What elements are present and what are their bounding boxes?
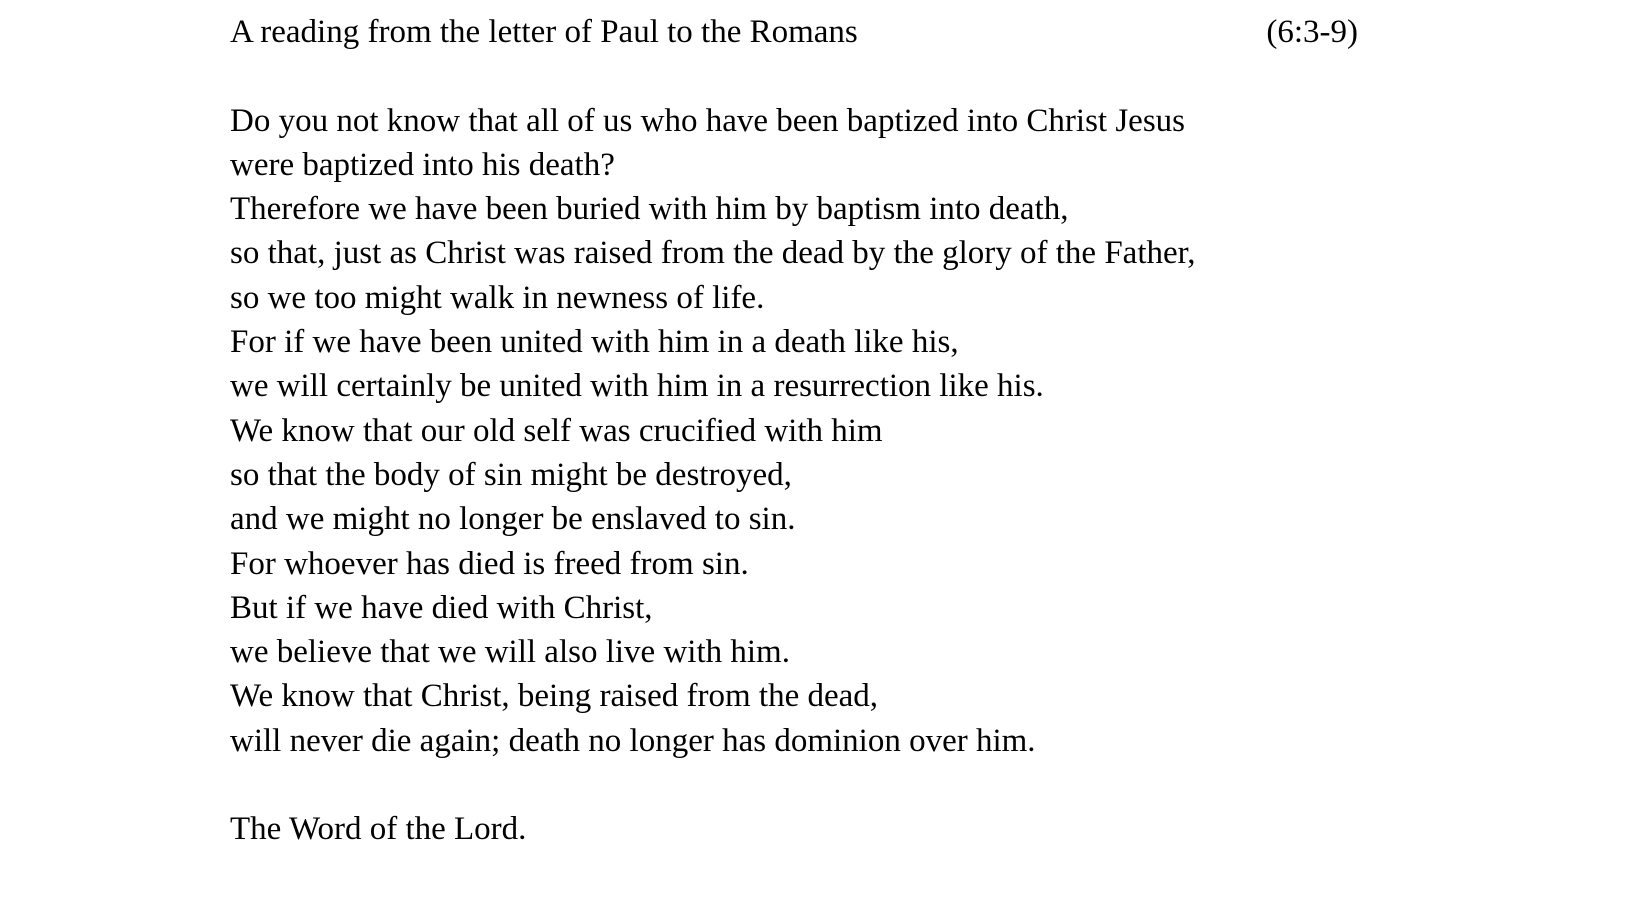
reading-line: But if we have died with Christ, (230, 589, 653, 626)
reading-line: For whoever has died is freed from sin. (230, 545, 749, 582)
reading-line: Therefore we have been buried with him by baptism into death, (230, 191, 1069, 228)
reading-line: so that the body of sin might be destroyed, (230, 456, 792, 493)
reading-line: We know that our old self was crucified with him (230, 412, 883, 449)
reading-content (230, 10, 1358, 852)
reading-body (230, 99, 1358, 763)
reading-line: We know that Christ, being raised from the dead, (230, 678, 879, 715)
reading-header (230, 10, 1358, 54)
reading-line: were baptized into his death? (230, 146, 615, 183)
reading-line: will never die again; death no longer has dominion over him. (230, 722, 1036, 759)
reading-line: so we too might walk in newness of life. (230, 279, 765, 316)
reading-closing: The Word of the Lord. (230, 811, 527, 848)
verse-reference: (6:3-9) (1266, 14, 1358, 50)
reading-title: A reading from the letter of Paul to the Romans (230, 14, 858, 50)
reading-line: we will certainly be united with him in a resurrection like his. (230, 368, 1044, 405)
reading-line: and we might no longer be enslaved to sin. (230, 501, 796, 538)
reading-line: For if we have been united with him in a death like his, (230, 324, 959, 361)
reading-line: Do you not know that all of us who have been baptized into Christ Jesus (230, 102, 1186, 139)
reading-line: we believe that we will also live with him. (230, 634, 790, 671)
reading-line: so that, just as Christ was raised from the dead by the glory of the Father, (230, 235, 1196, 272)
